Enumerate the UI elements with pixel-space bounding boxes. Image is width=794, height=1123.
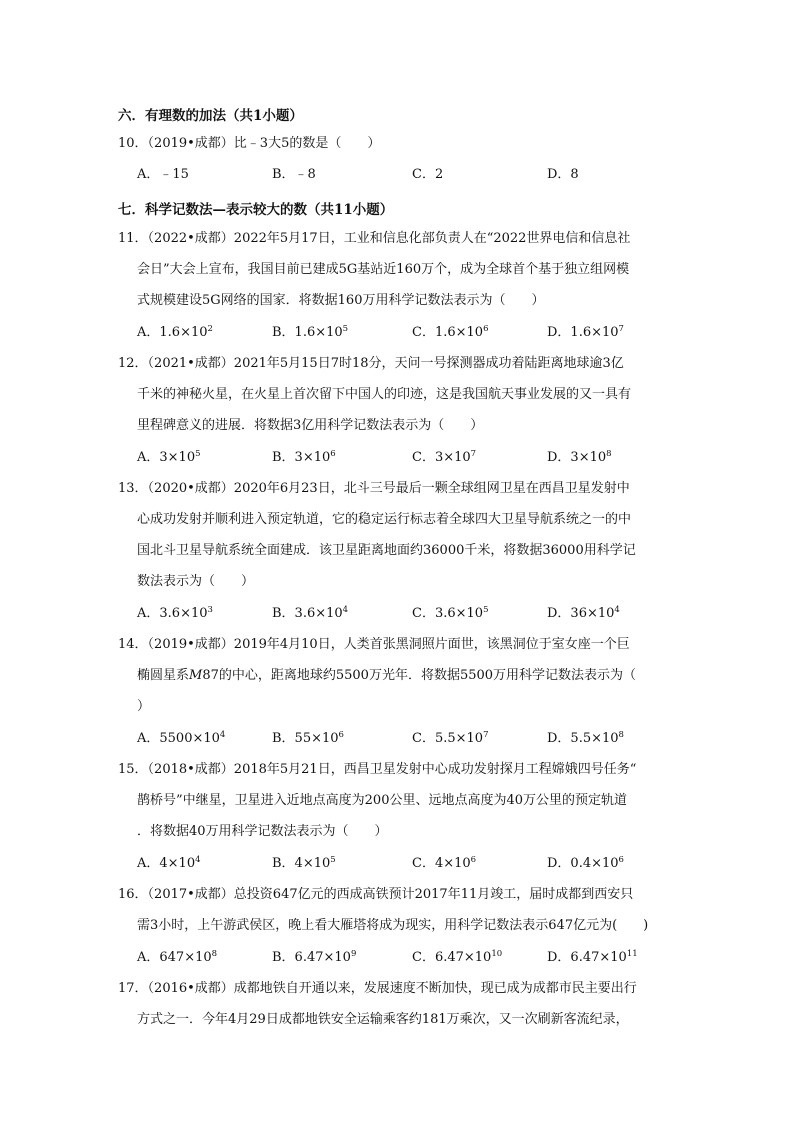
question-11-line-3: 式规模建设5G网络的国家．将数据160万用科学记数法表示为（ ） — [137, 293, 545, 308]
question-11-options — [137, 326, 657, 342]
question-15-line-2: 鹊桥号”中继星，卫星进入近地点高度为200公里、远地点高度为40万公里的预定轨道 — [137, 793, 628, 808]
question-13-line-3: 国北斗卫星导航系统全面建成．该卫星距离地面约36000千米，将数据36000用科学记 — [137, 543, 636, 558]
option-d: D．$3\times 10^8$ — [547, 449, 612, 465]
option-a: A．$647\times 10^8$ — [137, 949, 218, 965]
option-a: A．$5500\times 10^4$ — [137, 730, 226, 746]
question-15-line-1: 15．（2018•成都）2018年5月21日，西昌卫星发射中心成功发射探月工程嫦娥四号任务“ — [118, 762, 637, 777]
option-a: A．$4\times 10^4$ — [137, 855, 201, 871]
option-c: C．$4\times 10^6$ — [412, 855, 477, 871]
option-d: D．$5.5\times 10^8$ — [547, 730, 624, 746]
section-heading-rational-addition: 六．有理数的加法（共1小题） — [118, 108, 303, 124]
option-b: B．$1.6\times 10^5$ — [272, 324, 349, 340]
question-14-line-2: 椭圆星系M87的中心，距离地球约5500万光年．将数据5500万用科学记数法表示为（ — [137, 668, 637, 683]
question-17-line-2: 方式之一．今年4月29日成都地铁安全运输乘客约181万乘次，又一次刷新客流纪录， — [137, 1012, 629, 1027]
question-12-line-3: 里程碑意义的进展．将数据3亿用科学记数法表示为（ ） — [137, 418, 484, 433]
option-c: C．2 — [412, 167, 444, 182]
question-16-options — [137, 951, 657, 967]
option-d: D．8 — [547, 167, 579, 182]
option-b: B．$3\times 10^6$ — [272, 449, 336, 465]
question-11-line-1: 11．（2022•成都）2022年5月17日，工业和信息化部负责人在“2022世界电信和信息社 — [118, 231, 631, 246]
question-15-options — [137, 857, 657, 873]
option-a: A．$3\times 10^5$ — [137, 449, 201, 465]
section-heading-scientific-notation: 七．科学记数法—表示较大的数（共11小题） — [118, 202, 394, 218]
option-c: C．$3\times 10^7$ — [412, 449, 477, 465]
option-c: C．$5.5\times 10^7$ — [412, 730, 489, 746]
option-d: D．$36\times 10^4$ — [547, 605, 620, 621]
question-11-line-2: 会日”大会上宣布，我国目前已建成5G基站近160万个，成为全球首个基于独立组网模 — [137, 262, 630, 277]
question-14-line-3: ） — [137, 699, 151, 714]
question-13-line-2: 心成功发射并顺利进入预定轨道，它的稳定运行标志着全球四大卫星导航系统之一的中 — [137, 512, 632, 527]
option-b: B．$3.6\times 10^4$ — [272, 605, 349, 621]
question-12-line-2: 千米的神秘火星，在火星上首次留下中国人的印迹，这是我国航天事业发展的又一具有 — [137, 387, 632, 402]
option-d: D．$0.4\times 10^6$ — [547, 855, 624, 871]
question-12-options — [137, 451, 657, 467]
option-d: D．$6.47\times 10^{11}$ — [547, 949, 638, 965]
question-16-line-2: 需3小时，上午游武侯区，晚上看大雁塔将成为现实，用科学记数法表示647亿元为( ) — [137, 918, 649, 933]
option-a: A．$1.6\times 10^2$ — [137, 324, 213, 340]
option-b: B．﹣8 — [272, 167, 316, 182]
question-14-line-1: 14．（2019•成都）2019年4月10日，人类首张黑洞照片面世，该黑洞位于室女座一个巨 — [118, 637, 630, 652]
question-10-options — [137, 168, 657, 184]
option-c: C．$1.6\times 10^6$ — [412, 324, 489, 340]
option-b: B．$6.47\times 10^9$ — [272, 949, 357, 965]
question-17-line-1: 17．（2016•成都）成都地铁自开通以来，发展速度不断加快，现已成为成都市民主要出行 — [118, 981, 637, 996]
option-c: C．$6.47\times 10^{10}$ — [412, 949, 503, 965]
question-13-options — [137, 607, 657, 623]
question-14-options — [137, 732, 657, 748]
question-13-line-4: 数法表示为（ ） — [137, 574, 255, 589]
question-12-line-1: 12．（2021•成都）2021年5月15日7时18分，天问一号探测器成功着陆距离地球逾3亿 — [118, 356, 624, 371]
question-16-line-1: 16．（2017•成都）总投资647亿元的西成高铁预计2017年11月竣工，届时成都到西安只 — [118, 887, 634, 902]
question-10-stem: 10．（2019•成都）比﹣3大5的数是（ ） — [118, 136, 381, 151]
option-a: A．﹣15 — [137, 167, 189, 182]
option-c: C．$3.6\times 10^5$ — [412, 605, 489, 621]
option-d: D．$1.6\times 10^7$ — [547, 324, 624, 340]
option-a: A．$3.6\times 10^3$ — [137, 605, 213, 621]
option-b: B．$55\times 10^6$ — [272, 730, 344, 746]
question-15-line-3: ．将数据40万用科学记数法表示为（ ） — [137, 824, 388, 839]
option-b: B．$4\times 10^5$ — [272, 855, 336, 871]
question-13-line-1: 13．（2020•成都）2020年6月23日，北斗三号最后一颗全球组网卫星在西昌卫星发射中 — [118, 481, 630, 496]
